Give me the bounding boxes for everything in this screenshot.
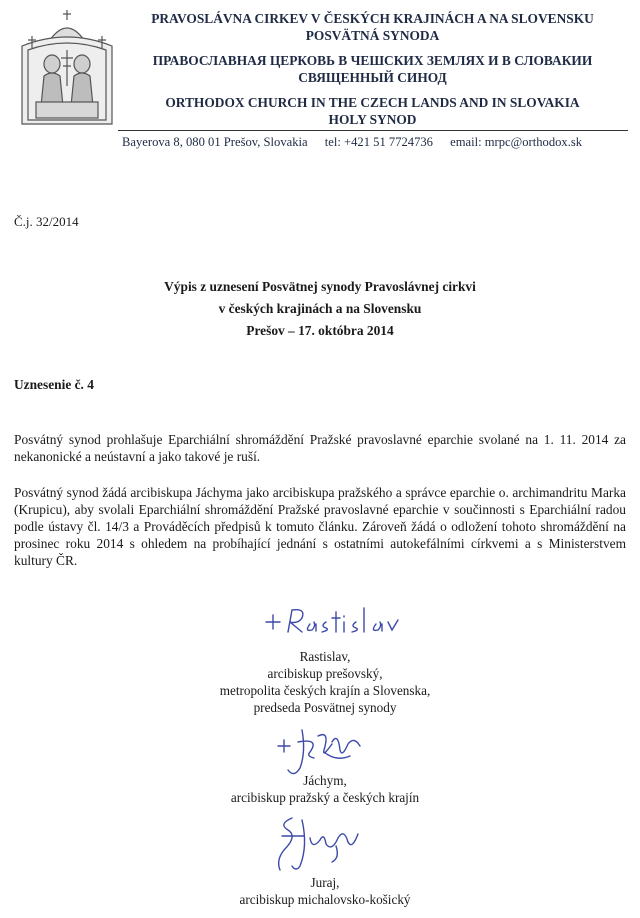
signatory-rastislav: Rastislav, arcibiskup prešovský, metropolita českých krajín a Slovenska, predseda Posvätnej synody <box>219 649 431 715</box>
letterhead-czech: PRAVOSLÁVNA CIRKEV V ČESKÝCH KRAJINÁCH A NA SLOVENSKU POSVÄTNÁ SYNODA <box>151 11 594 43</box>
paragraph-1: Posvátný synod prohlašuje Eparchiální shromáždění Pražské pravoslavné eparchie svolané na 1. 11. 2014 za nekanonické a neústavní a jako takové je ruší. <box>14 432 626 464</box>
signature-rastislav-icon <box>240 602 400 640</box>
letterhead-english: ORTHODOX CHURCH IN THE CZECH LANDS AND IN SLOVAKIA HOLY SYNOD <box>165 95 580 127</box>
address-text: Bayerova 8, 080 01 Prešov, Slovakia <box>122 135 308 149</box>
letterhead-russian: ПРАВОСЛАВНАЯ ЦЕРКОВЬ В ЧЕШСКИХ ЗЕМЛЯХ И В СЛОВАКИИ СВЯЩЕННЫЙ СИНОД <box>152 53 593 85</box>
letterhead-divider <box>118 130 628 131</box>
signatory-juraj: Juraj, arcibiskup michalovsko-košický <box>239 875 411 907</box>
reference-number: Č.j. 32/2014 <box>14 214 79 229</box>
resolution-heading: Uznesenie č. 4 <box>14 377 94 392</box>
document-title: Výpis z uznesení Posvätnej synody Pravoslávnej cirkvi v českých krajinách a na Slovensku Prešov – 17. októbra 2014 <box>164 279 476 338</box>
signature-juraj-icon <box>240 810 380 876</box>
church-emblem-icon <box>14 6 120 130</box>
paragraph-2: Posvátný synod žádá arcibiskupa Jáchyma jako arcibiskupa pražského a správce eparchie o. archimandritu Marka (Krupicu), aby svolali Eparchiální shromáždění Pražské pravoslavné eparchie v součinnosti s Eparchiální radou podle ústavy čl. 14/3 a Prováděcích předpisů k tomuto článku. Zároveň žádá o odložení tohoto shromáždění na prosinec roku 2014 s ohledem na probíhající jednání s ostatními autokefálními církvemi a s Ministerstvem kultury ČR. <box>14 485 626 568</box>
contact-line <box>122 135 628 150</box>
signatory-jachym: Jáchym, arcibiskup pražský a českých krajín <box>230 773 420 805</box>
email-text: email: mrpc@orthodox.sk <box>450 135 583 149</box>
phone-text: tel: +421 51 7724736 <box>324 135 433 149</box>
